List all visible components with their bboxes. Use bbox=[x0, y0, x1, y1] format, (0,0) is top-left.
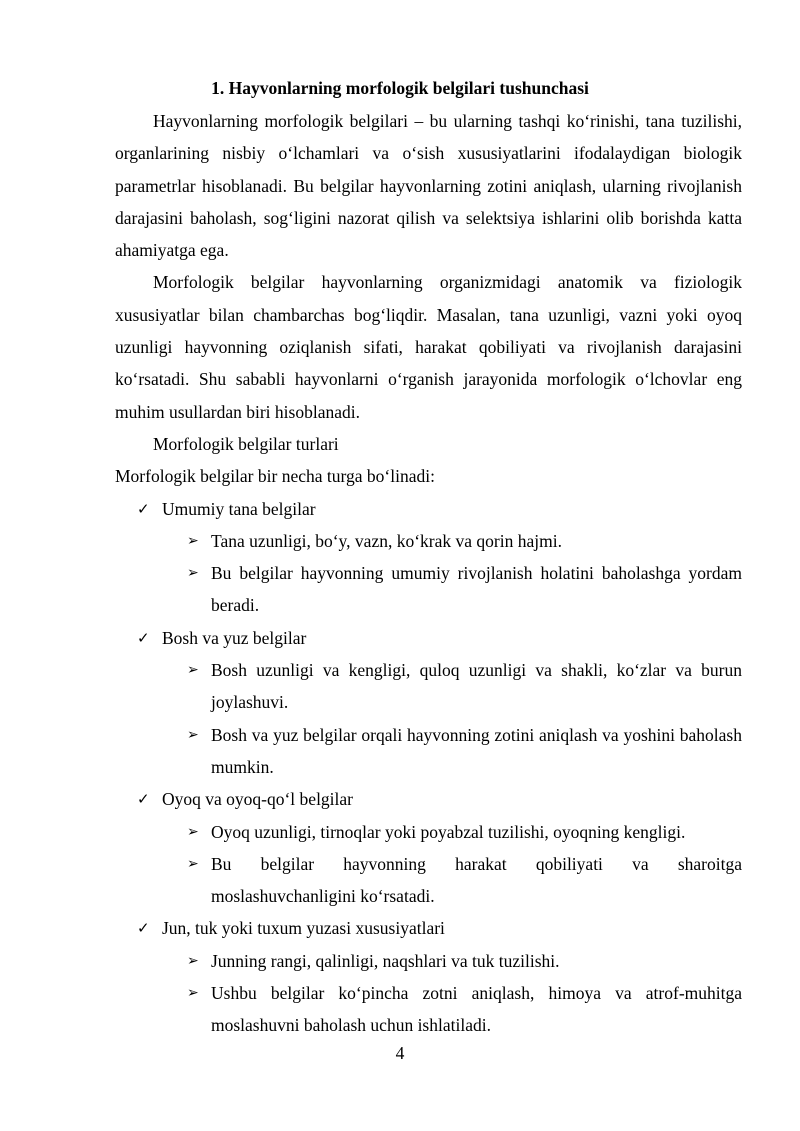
category-item bbox=[115, 493, 742, 525]
arrow-bullet-icon: ➢ bbox=[187, 952, 199, 969]
arrow-bullet-icon: ➢ bbox=[187, 823, 199, 840]
list-item: ➢ Junning rangi, qalinligi, naqshlari va tuk tuzilishi. bbox=[115, 945, 742, 977]
arrow-bullet-icon: ➢ bbox=[187, 532, 199, 549]
list-item: ➢ Bu belgilar hayvonning umumiy rivojlanish holatini baholashga yordam beradi. bbox=[115, 557, 742, 622]
category-item bbox=[115, 622, 742, 654]
category-title: Umumiy tana belgilar bbox=[162, 498, 316, 519]
checkmark-icon: ✓ bbox=[137, 499, 150, 518]
body-text bbox=[115, 105, 742, 1042]
list-item: ➢ Bosh va yuz belgilar orqali hayvonning zotini aniqlash va yoshini baholash mumkin. bbox=[115, 719, 742, 784]
category-title: Bosh va yuz belgilar bbox=[162, 627, 307, 648]
paragraph-1: Hayvonlarning morfologik belgilari – bu ularning tashqi ko‘rinishi, tana tuzilishi, organlarining nisbiy o‘lchamlari va o‘sish xususiyatlarini ifodalaydigan biologik parametrlar hisoblanadi. Bu belgilar hayvonlarning zotini aniqlash, ularning rivojlanish darajasini baholash, sog‘ligini nazorat qilish va selektsiya ishlarini olib borishda katta ahamiyatga ega. bbox=[115, 111, 742, 261]
category-title: Jun, tuk yoki tuxum yuzasi xususiyatlari bbox=[162, 918, 445, 939]
arrow-bullet-icon: ➢ bbox=[187, 985, 199, 1002]
arrow-bullet-icon: ➢ bbox=[187, 662, 199, 679]
checkmark-icon: ✓ bbox=[137, 919, 150, 938]
category-item bbox=[115, 783, 742, 815]
category-title: Oyoq va oyoq-qo‘l belgilar bbox=[162, 789, 353, 810]
list-item: ➢ Ushbu belgilar ko‘pincha zotni aniqlash, himoya va atrof-muhitga moslashuvni baholash uchun ishlatiladi. bbox=[115, 977, 742, 1042]
arrow-bullet-icon: ➢ bbox=[187, 855, 199, 872]
list-item: ➢ Bu belgilar hayvonning harakat qobiliyati va sharoitga moslashuvchanligini ko‘rsatadi. bbox=[115, 848, 742, 913]
list-item: ➢ Bosh uzunligi va kengligi, quloq uzunligi va shakli, ko‘zlar va burun joylashuvi. bbox=[115, 654, 742, 719]
list-item: ➢ Oyoq uzunligi, tirnoqlar yoki poyabzal tuzilishi, oyoqning kengligi. bbox=[115, 816, 742, 848]
checkmark-icon: ✓ bbox=[137, 628, 150, 647]
paragraph-2: Morfologik belgilar hayvonlarning organizmidagi anatomik va fiziologik xususiyatlar bilan chambarchas bog‘liqdir. Masalan, tana uzunligi, vazni yoki oyoq uzunligi hayvonning oziqlanish sifati, harakat qobiliyati va rivojlanish darajasini ko‘rsatadi. Shu sababli hayvonlarni o‘rganish jarayonida morfologik o‘lchovlar eng muhim usullardan biri hisoblanadi. bbox=[115, 272, 742, 422]
page-number: 4 bbox=[395, 1043, 405, 1063]
checkmark-icon: ✓ bbox=[137, 790, 150, 809]
intro-line: Morfologik belgilar bir necha turga bo‘linadi: bbox=[115, 466, 435, 487]
arrow-bullet-icon: ➢ bbox=[187, 726, 199, 743]
arrow-bullet-icon: ➢ bbox=[187, 565, 199, 582]
subheading: Morfologik belgilar turlari bbox=[153, 433, 339, 454]
section-heading: 1. Hayvonlarning morfologik belgilari tushunchasi bbox=[211, 78, 589, 98]
list-item: ➢ Tana uzunligi, bo‘y, vazn, ko‘krak va qorin hajmi. bbox=[115, 525, 742, 557]
category-item bbox=[115, 912, 742, 944]
